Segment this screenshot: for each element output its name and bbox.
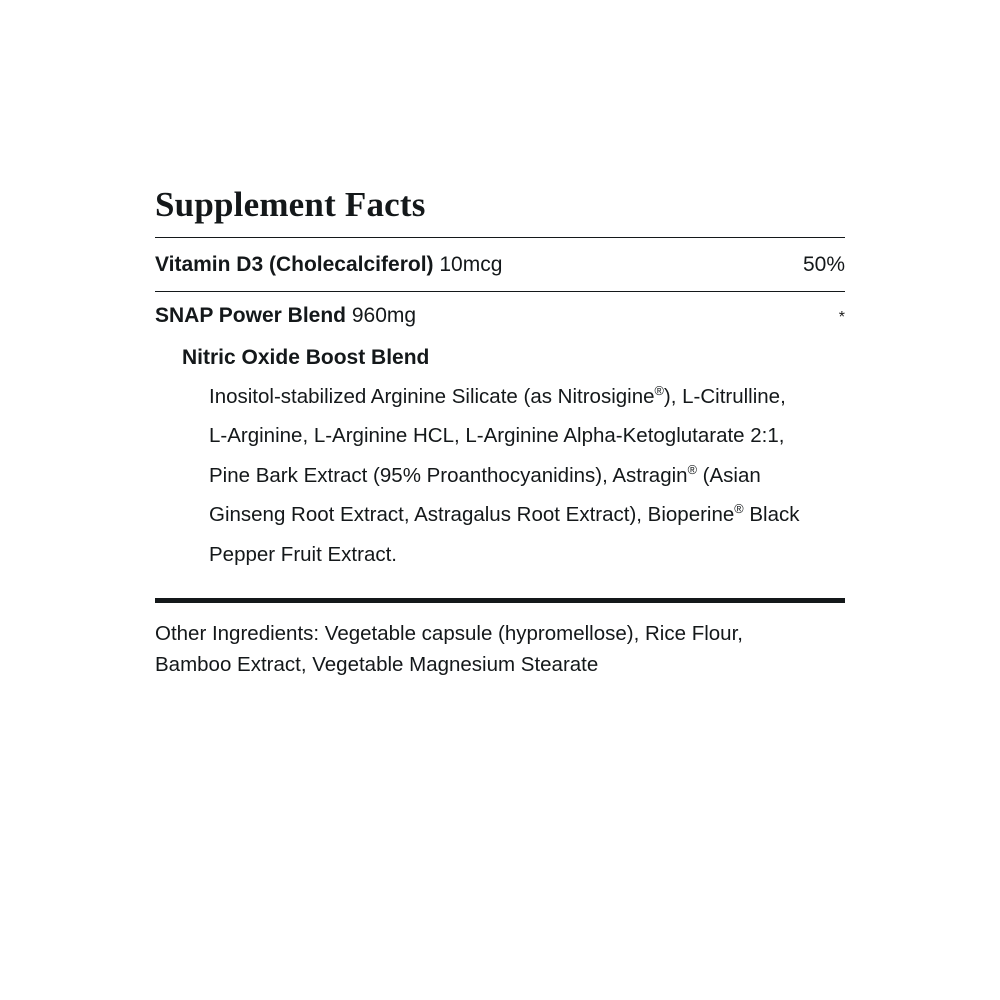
- ingredients-suffix: Black Pepper Fruit Extract.: [209, 503, 800, 566]
- registered-mark-icon-3: ®: [734, 501, 744, 517]
- supplement-facts-panel: [155, 185, 845, 681]
- blend-block: [155, 292, 845, 599]
- ingredients-mid2: (Asian Ginseng Root Extract, Astragalus Root Extract), Bioperine: [209, 463, 761, 527]
- blend-amount: 960mg: [351, 303, 417, 327]
- blend-name: SNAP Power Blend: [155, 303, 346, 327]
- blend-daily-value: *: [838, 308, 845, 326]
- other-ingredients-text: Other Ingredients: Vegetable capsule (hypromellose), Rice Flour, Bamboo Extract, Vegetable Magnesium Stearate: [155, 622, 743, 677]
- nutrient-daily-value: 50%: [802, 253, 845, 277]
- nutrient-amount: 10mcg: [439, 253, 503, 277]
- sub-blend-name: Nitric Oxide Boost Blend: [182, 345, 430, 369]
- ingredients-prefix: Inositol-stabilized Arginine Silicate (as Nitrosigine: [209, 384, 655, 408]
- nutrient-row-vitamin-d3: [155, 238, 845, 290]
- ingredients-mid1: ), L-Citrulline, L-Arginine, L-Arginine HCL, L-Arginine Alpha-Ketoglutarate 2:1, Pine Bark Extract (95% Proanthocyanidins), Astragin: [209, 384, 786, 487]
- nutrient-name: Vitamin D3 (Cholecalciferol): [155, 253, 434, 277]
- blend-name-amount: [155, 304, 416, 328]
- registered-mark-icon-2: ®: [687, 461, 697, 477]
- ingredients-list: [209, 377, 809, 575]
- divider-bottom-thick: [155, 598, 845, 603]
- nutrient-name-amount: [155, 251, 502, 278]
- page-title: Supplement Facts: [155, 185, 426, 224]
- registered-mark-icon-1: ®: [654, 382, 664, 398]
- blend-header-row: [155, 304, 845, 328]
